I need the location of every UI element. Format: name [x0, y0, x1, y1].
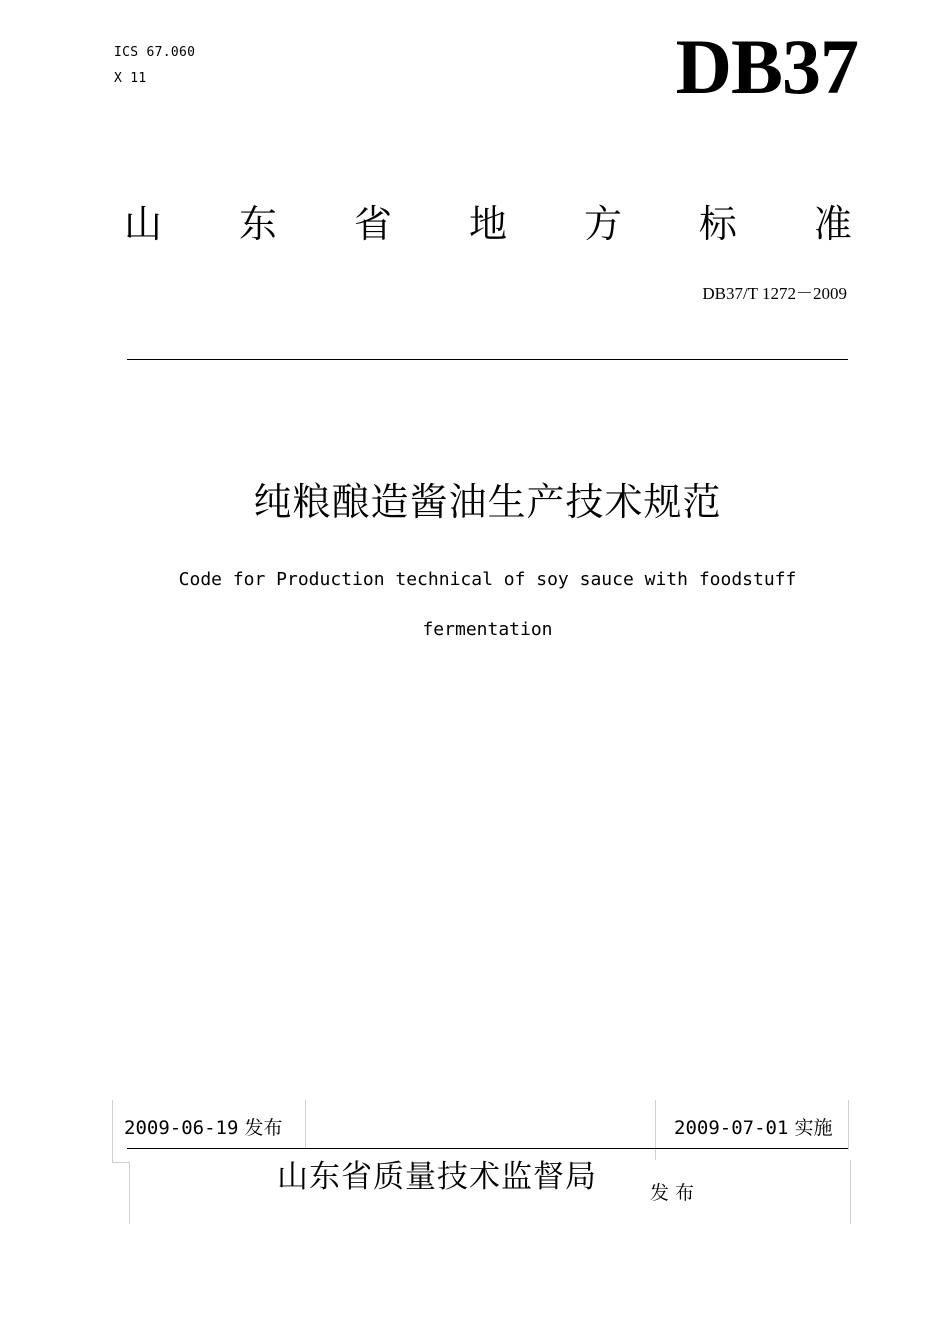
issue-date-value: 2009-06-19	[124, 1117, 239, 1139]
implementation-date-value: 2009-07-01	[674, 1117, 789, 1139]
frame-line	[655, 1100, 656, 1160]
implementation-date	[674, 1115, 832, 1141]
frame-line	[850, 1160, 851, 1224]
standard-title-char: 东	[238, 202, 277, 246]
issue-label: 发布	[244, 1117, 283, 1139]
publish-word: 发布	[650, 1182, 701, 1204]
document-title-en-line2: fermentation	[422, 619, 553, 640]
standard-title-char: 标	[698, 202, 737, 246]
publisher-name: 山东省质量技术监督局	[277, 1159, 597, 1195]
frame-line	[305, 1100, 306, 1148]
top-divider	[127, 359, 848, 360]
standard-title-char: 山	[124, 202, 163, 246]
ics-code: ICS 67.060	[114, 45, 196, 60]
implementation-label: 实施	[794, 1117, 833, 1139]
standard-type-title	[124, 200, 852, 248]
standard-title-char: 地	[468, 202, 507, 246]
frame-line	[848, 1100, 849, 1150]
standard-title-char: 方	[583, 202, 622, 246]
document-title-en-line1: Code for Production technical of soy sauce with foodstuff	[178, 569, 797, 590]
bottom-divider	[127, 1148, 848, 1149]
classification-code: X 11	[114, 71, 147, 86]
issue-date	[124, 1115, 282, 1141]
frame-line	[112, 1100, 113, 1162]
document-title-cn: 纯粮酿造酱油生产技术规范	[253, 480, 722, 524]
db-code-logo: DB37	[675, 23, 858, 110]
frame-line	[129, 1162, 130, 1224]
standard-title-char: 省	[353, 202, 392, 246]
frame-line	[112, 1162, 130, 1163]
standard-number: DB37/T 1272－2009	[702, 284, 847, 303]
standard-title-char: 准	[813, 202, 852, 246]
